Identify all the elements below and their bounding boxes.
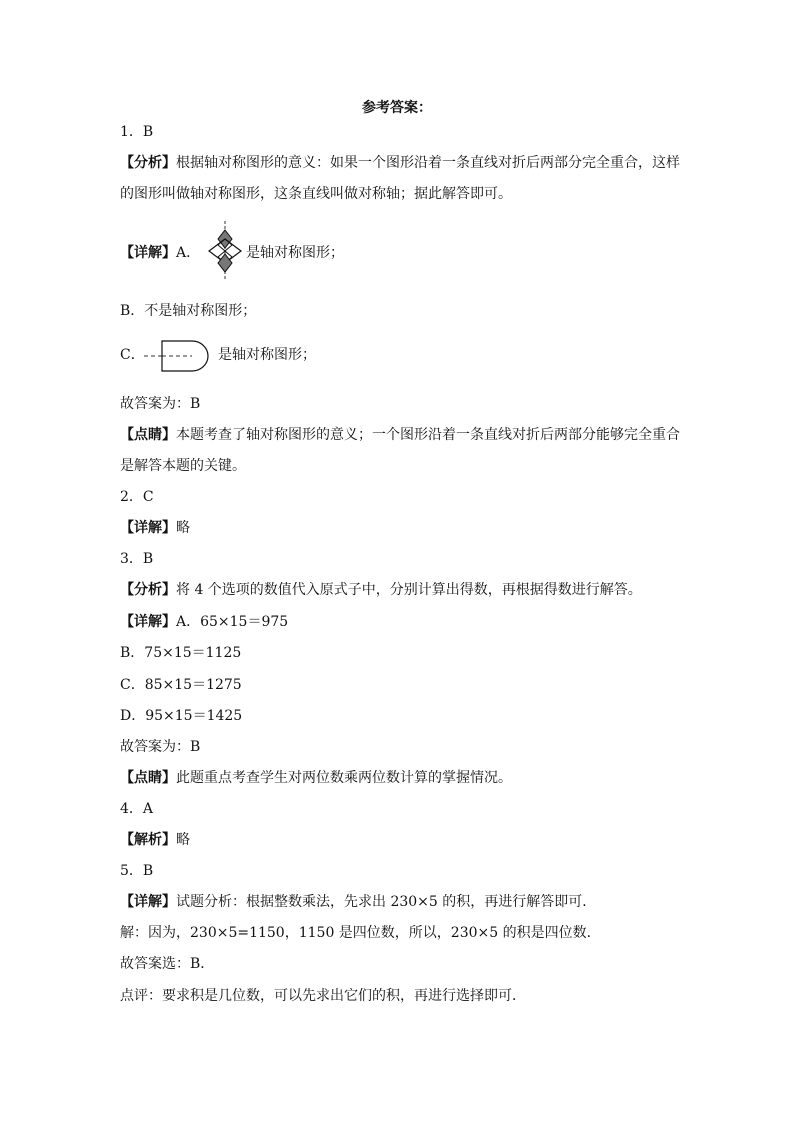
q5-review: 点评：要求积是几位数，可以先求出它们的积，再进行选择即可．	[120, 988, 526, 1004]
q4-analysis	[120, 830, 190, 850]
q2-detail	[120, 518, 190, 538]
rhombus-figure	[204, 221, 246, 281]
comment-tag: 【点睛】	[120, 427, 176, 443]
q2-number: 2．C	[120, 489, 154, 505]
analysis-tag: 【解析】	[120, 832, 176, 848]
q3-comment-text: 此题重点考查学生对两位数乘两位数计算的掌握情况。	[176, 770, 512, 786]
comment-tag: 【点睛】	[120, 770, 176, 786]
option-a-text: 是轴对称图形；	[246, 245, 344, 261]
arch-figure	[142, 339, 214, 375]
detail-tag: 【详解】	[120, 245, 176, 261]
q5-detail-text: 试题分析：根据整数乘法，先求出 230×5 的积，再进行解答即可．	[176, 894, 597, 910]
q1-detail-a	[120, 243, 200, 263]
q1-comment-line2: 是解答本题的关键。	[120, 458, 246, 474]
option-c-label: C．	[120, 347, 145, 363]
q5-answer: 故答案选：B．	[120, 956, 215, 972]
shaded-rhombus-bottom	[218, 254, 232, 272]
q5-number: 5．B	[120, 863, 154, 879]
page-title: 参考答案：	[362, 100, 432, 116]
option-a-label: A．	[176, 245, 201, 261]
q3-number: 3．B	[120, 551, 154, 567]
q1-analysis-line1: 根据轴对称图形的意义：如果一个图形沿着一条直线对折后两部分完全重合，这样	[176, 155, 680, 171]
detail-tag: 【详解】	[120, 520, 176, 536]
q4-number: 4．A	[120, 801, 154, 817]
q2-detail-text: 略	[176, 520, 190, 536]
q5-solution: 解：因为，230×5=1150，1150 是四位数，所以，230×5 的积是四位数．	[120, 925, 601, 941]
q5-detail	[120, 892, 596, 912]
q3-line-c: C．85×15＝1275	[120, 677, 242, 693]
q3-line-b: B．75×15＝1125	[120, 645, 242, 661]
q1-option-b: B．不是轴对称图形；	[120, 303, 257, 319]
q3-analysis-text: 将 4 个选项的数值代入原式子中，分别计算出得数，再根据得数进行解答。	[176, 582, 642, 598]
q3-comment	[120, 768, 512, 788]
q1-comment-line1: 本题考查了轴对称图形的意义；一个图形沿着一条直线对折后两部分能够完全重合	[176, 427, 680, 443]
q3-line-a: A．65×15＝975	[176, 614, 289, 630]
detail-tag: 【详解】	[120, 614, 176, 630]
q3-line-d: D．95×15＝1425	[120, 708, 243, 724]
q3-detail-a	[120, 612, 288, 632]
analysis-tag: 【分析】	[120, 155, 176, 171]
q4-analysis-text: 略	[176, 832, 190, 848]
detail-tag: 【详解】	[120, 894, 176, 910]
q3-analysis	[120, 580, 642, 600]
q1-answer: 故答案为：B	[120, 396, 201, 412]
q1-analysis	[120, 153, 680, 173]
q1-analysis-line2: 的图形叫做轴对称图形，这条直线叫做对称轴；据此解答即可。	[120, 186, 512, 202]
analysis-tag: 【分析】	[120, 582, 176, 598]
q3-answer: 故答案为：B	[120, 739, 201, 755]
option-c-text: 是轴对称图形；	[218, 347, 316, 363]
q1-comment	[120, 425, 680, 445]
q1-number: 1．B	[120, 124, 154, 140]
